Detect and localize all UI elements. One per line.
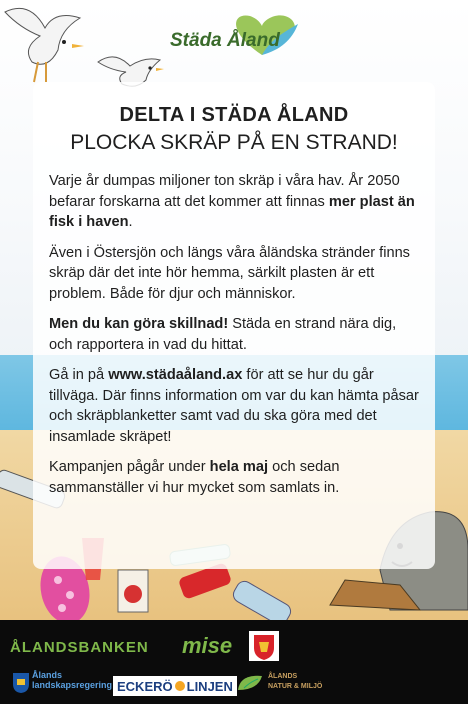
text-span: Varje år dumpas miljoner ton skräp i våra hav. År 2050 befarar forskarna att det kommer att finnas [49,173,400,210]
headline: DELTA I STÄDA ÅLAND [119,104,349,126]
emphasis-text: mer plast än fisk i haven [49,193,415,230]
landskapsregering-logo [32,670,112,690]
sun-icon [175,681,185,691]
emphasis-text: Men du kan göra skillnad! [49,316,229,332]
text-span: för att se hur du går tillväga. Där finns information om var du kan hämta påsar och skräpblanketter samt vad du ska göra med det insamlade skräpet! [49,367,419,445]
text-span: Gå in på [49,367,109,383]
paragraph-intro [49,171,419,233]
text-span: LINJEN [186,678,233,694]
landskap-shield-icon [12,672,30,694]
paragraph-call-to-action [49,314,419,355]
info-panel [33,82,435,569]
coat-of-arms-icon [248,630,280,662]
text-span: . [128,214,133,230]
leaf-icon [236,672,264,694]
alandsbanken-logo: ÅLANDSBANKEN [10,639,149,656]
text-span: ECKERÖ [117,678,173,694]
text-span: NATUR & MILJÖ [268,683,323,690]
text-span: ÅLANDS [268,673,298,680]
text-span: landskapsregering [32,680,113,690]
paragraph-website [49,365,419,447]
website-link[interactable]: www.städaåland.ax [108,367,243,383]
eckero-linjen-logo [113,676,237,696]
paragraph-baltic: Även i Östersjön och längs våra åländska stränder finns skräp där det inte hör hemma, särkilt plasten är ett problem. Både för djur och människor. [49,244,410,302]
juice-carton-icon [118,570,148,612]
subheadline: PLOCKA SKRÄP PÅ EN STRAND! [70,131,398,154]
seagull-icon [5,8,84,82]
logo-text: Städa Åland [170,30,280,51]
paragraph-campaign [49,457,419,498]
text-span: Ålands [32,670,63,680]
plastic-bottle-icon [231,578,294,620]
text-span: Städa en strand nära dig, och rapportera in vad du hittat. [49,316,397,353]
text-span: och sedan sammanställer vi hur mycket som samlats in. [49,459,340,496]
emphasis-text: hela maj [209,459,269,475]
natur-miljo-logo [268,672,322,692]
mise-logo: mise [182,633,233,658]
text-span: Kampanjen pågår under [49,459,210,475]
